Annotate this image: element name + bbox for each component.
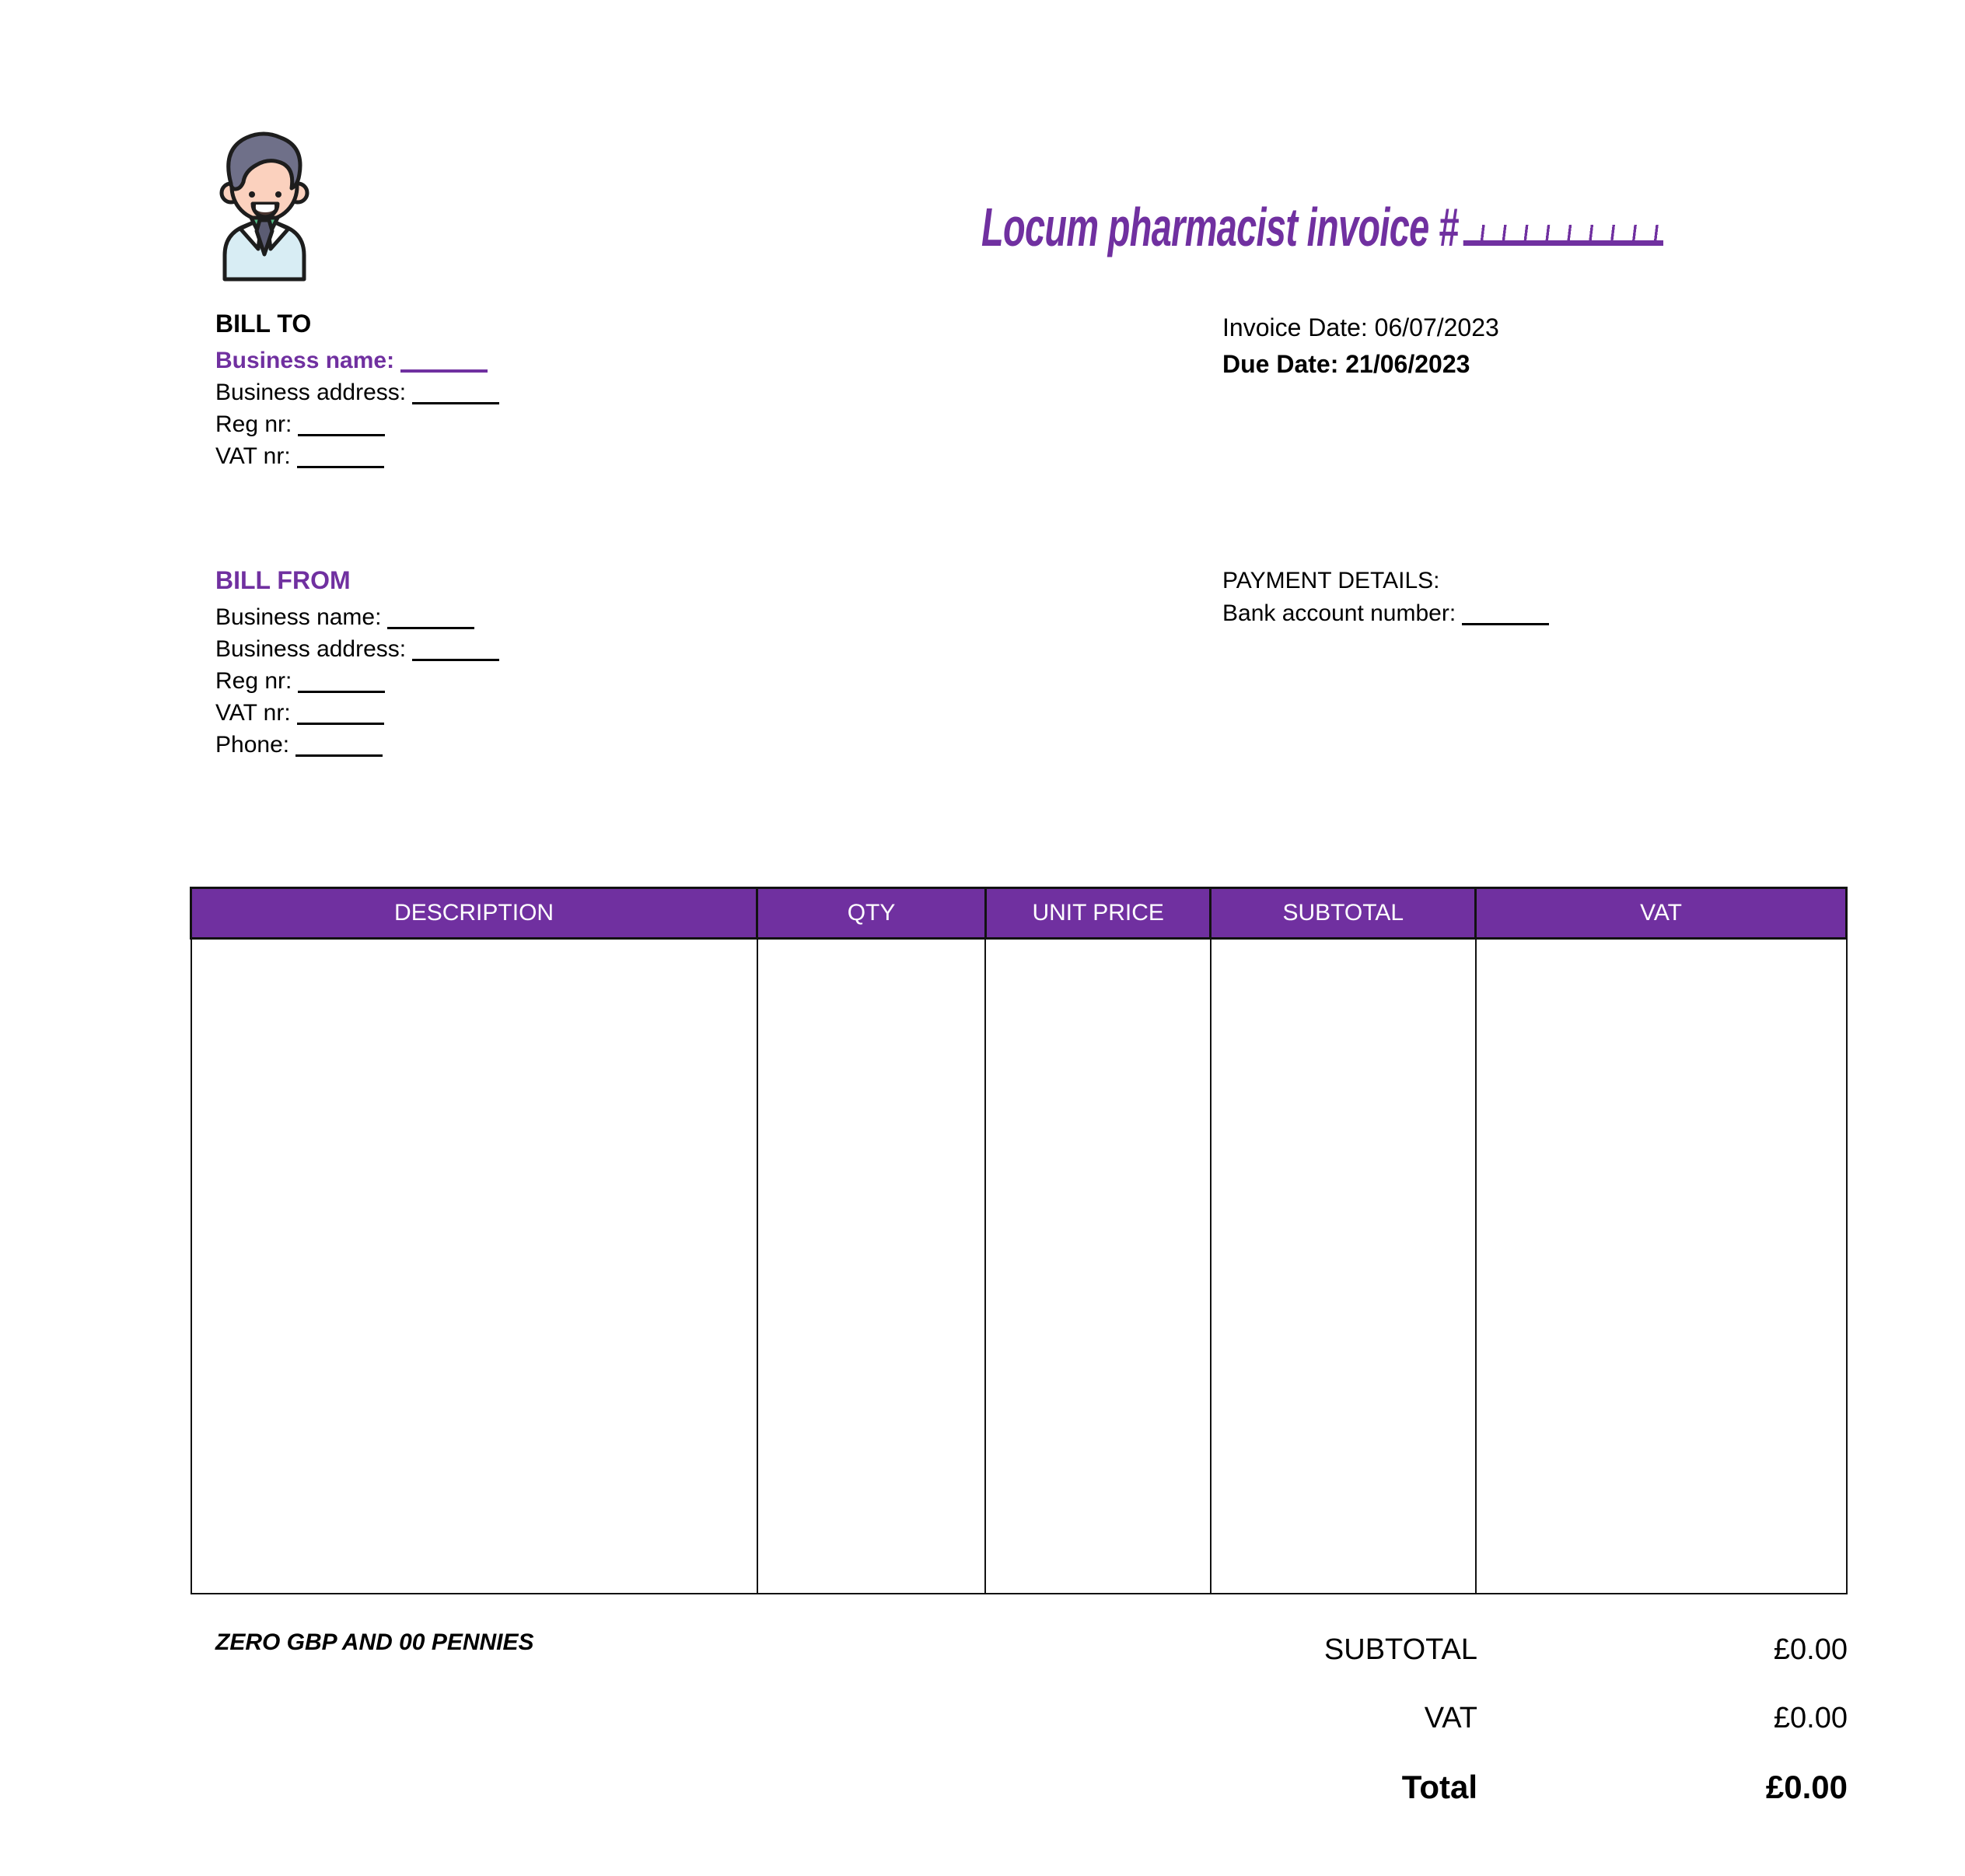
total-value: £0.00: [1765, 1769, 1848, 1805]
column-header-description: DESCRIPTION: [191, 888, 757, 939]
qty-cell[interactable]: [757, 939, 986, 1594]
business-name-label: Business name:: [215, 604, 382, 630]
vat-nr-blank[interactable]: [297, 699, 384, 725]
subtotal-label: SUBTOTAL: [1323, 1633, 1477, 1666]
bill-to-business-name-row: [215, 345, 499, 376]
due-date-row: [1222, 346, 1499, 383]
total-label: Total: [1401, 1769, 1477, 1805]
description-cell[interactable]: [191, 939, 757, 1594]
bill-to-heading: BILL TO: [215, 310, 312, 338]
invoice-meta: [1222, 310, 1499, 383]
column-header-qty: QTY: [757, 888, 986, 939]
invoice-number-blank[interactable]: [1463, 200, 1663, 246]
total-row: [821, 1769, 1848, 1806]
bill-from-business-address-row: [215, 633, 499, 665]
due-date-value: 21/06/2023: [1345, 350, 1470, 378]
bill-from-phone-row: [215, 729, 499, 761]
items-table-body-row: [191, 939, 1847, 1594]
business-address-blank[interactable]: [412, 379, 499, 404]
pharmacist-avatar-icon: [212, 126, 316, 275]
bill-from-reg-nr-row: [215, 665, 499, 697]
bill-to-reg-nr-row: [215, 408, 499, 440]
bill-from-vat-nr-row: [215, 697, 499, 729]
vat-nr-blank[interactable]: [297, 443, 384, 468]
payment-details-heading: PAYMENT DETAILS:: [1222, 568, 1440, 593]
business-address-label: Business address:: [215, 380, 407, 405]
subtotal-value: £0.00: [1773, 1633, 1848, 1666]
invoice-date-value: 06/07/2023: [1374, 313, 1499, 341]
vat-cell[interactable]: [1476, 939, 1847, 1594]
vat-nr-label: VAT nr:: [215, 700, 291, 726]
items-table: [190, 887, 1848, 1594]
business-name-blank[interactable]: [387, 604, 474, 629]
due-date-label: Due Date:: [1222, 350, 1339, 378]
bill-to-section: [215, 308, 499, 472]
business-address-label: Business address:: [215, 636, 407, 662]
invoice-title-text: Locum pharmacist invoice #: [981, 197, 1459, 257]
bill-to-vat-nr-row: [215, 440, 499, 472]
vat-label: VAT: [1424, 1702, 1477, 1734]
business-address-blank[interactable]: [412, 635, 499, 661]
items-table-header-row: [191, 888, 1847, 939]
vat-value: £0.00: [1773, 1702, 1848, 1734]
column-header-vat: VAT: [1476, 888, 1847, 939]
vat-row: [821, 1702, 1848, 1735]
reg-nr-blank[interactable]: [298, 667, 385, 693]
invoice-date-row: [1222, 310, 1499, 346]
invoice-title: [981, 196, 1965, 258]
reg-nr-blank[interactable]: [298, 411, 385, 436]
unit-price-cell[interactable]: [985, 939, 1211, 1594]
bill-from-heading: BILL FROM: [215, 566, 351, 594]
column-header-unit-price: UNIT PRICE: [985, 888, 1211, 939]
bank-account-label: Bank account number:: [1222, 600, 1456, 626]
subtotal-row: [821, 1633, 1848, 1667]
amount-in-words: ZERO GBP AND 00 PENNIES: [215, 1629, 534, 1655]
bill-to-business-address-row: [215, 376, 499, 408]
bank-account-blank[interactable]: [1462, 600, 1549, 625]
phone-label: Phone:: [215, 732, 290, 758]
reg-nr-label: Reg nr:: [215, 668, 292, 694]
business-name-label: Business name:: [215, 348, 395, 373]
payment-details-section: [1222, 565, 1549, 630]
bill-from-section: [215, 565, 499, 761]
vat-nr-label: VAT nr:: [215, 443, 291, 469]
business-name-blank[interactable]: [400, 346, 488, 373]
reg-nr-label: Reg nr:: [215, 411, 292, 437]
subtotal-cell[interactable]: [1211, 939, 1476, 1594]
phone-blank[interactable]: [295, 731, 383, 757]
invoice-date-label: Invoice Date:: [1222, 313, 1368, 341]
bank-account-row: [1222, 597, 1549, 630]
column-header-subtotal: SUBTOTAL: [1211, 888, 1476, 939]
bill-from-business-name-row: [215, 601, 499, 633]
